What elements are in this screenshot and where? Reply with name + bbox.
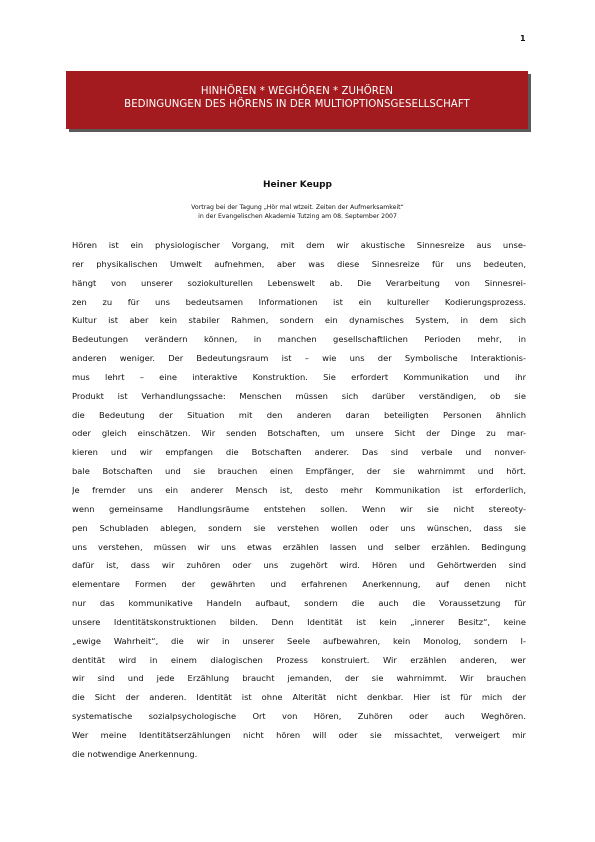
body-line: wir sind und jede Erzählung braucht jemanden, der sie wahrnimmt. Wir brauchen — [72, 673, 526, 684]
body-line: zen zu für uns bedeutsamen Informationen ist ein kultureller Kodierungsprozess. — [72, 296, 526, 307]
body-line: unsere Identitätskonstruktionen bilden. Denn Identität ist kein „innerer Besitz“, keine — [72, 616, 526, 627]
body-line: nur das kommunikative Handeln aufbaut, sondern die auch die Voraussetzung für — [72, 598, 526, 609]
body-line: Wer meine Identitätserzählungen nicht hören will oder sie missachtet, verweigert mir — [72, 729, 526, 740]
body-line: oder gleich einschätzen. Wir senden Botschaften, um unsere Sicht der Dinge zu mar- — [72, 428, 526, 439]
body-line: dentität wird in einem dialogischen Prozess konstruiert. Wir erzählen anderen, wer — [72, 654, 526, 665]
body-line: systematische sozialpsychologische Ort von Hören, Zuhören oder auch Weghören. — [72, 711, 526, 722]
body-line: kieren und wir empfangen die Botschaften anderer. Das sind verbale und nonver- — [72, 447, 526, 458]
body-line: uns verstehen, müssen wir uns etwas erzählen lassen und selber erzählen. Bedingung — [72, 541, 526, 552]
body-line: Je fremder uns ein anderer Mensch ist, desto mehr Kommunikation ist erforderlich, — [72, 484, 526, 495]
body-line: bale Botschaften und sie brauchen einen Empfänger, der sie wahrnimmt und hört. — [72, 466, 526, 477]
body-line: dafür ist, dass wir zuhören oder uns zugehört wird. Hören und Gehörtwerden sind — [72, 560, 526, 571]
body-line: mus lehrt – eine interaktive Konstruktion. Sie erfordert Kommunikation und ihr — [72, 371, 526, 382]
page-number: 1 — [520, 34, 526, 43]
body-line: „ewige Wahrheit“, die wir in unserer Seele aufbewahren, kein Monolog, sondern I- — [72, 635, 526, 646]
body-line: wenn gemeinsame Handlungsräume entstehen sollen. Wenn wir sie nicht stereoty- — [72, 503, 526, 514]
body-line: anderen weniger. Der Bedeutungsraum ist – wie uns der Symbolische Interaktionis- — [72, 353, 526, 364]
body-line: pen Schubladen ablegen, sondern sie verstehen wollen oder uns wünschen, dass sie — [72, 522, 526, 533]
lecture-note — [0, 203, 595, 221]
body-line: die Bedeutung der Situation mit den anderen daran beteiligten Personen ähnlich — [72, 409, 526, 420]
body-line: rer physikalischen Umwelt aufnehmen, aber was diese Sinnesreize für uns bedeuten, — [72, 258, 526, 269]
title-line-2: BEDINGUNGEN DES HÖRENS IN DER MULTIOPTIONSGESELLSCHAFT — [124, 99, 470, 110]
lecture-note-line-2: in der Evangelischen Akademie Tutzing am 08. September 2007 — [198, 213, 397, 220]
body-line: Produkt ist Verhandlungssache: Menschen müssen sich darüber verständigen, ob sie — [72, 390, 526, 401]
body-line: die Sicht der anderen. Identität ist ohne Alterität nicht denkbar. Hier ist für mich der — [72, 692, 526, 703]
body-line: hängt von unserer soziokulturellen Lebenswelt ab. Die Verarbeitung von Sinnesrei- — [72, 277, 526, 288]
body-line: Bedeutungen verändern können, in manchen gesellschaftlichen Perioden mehr, in — [72, 334, 526, 345]
title-line-1: HINHÖREN * WEGHÖREN * ZUHÖREN — [200, 86, 394, 97]
lecture-note-line-1: Vortrag bei der Tagung „Hör mal wtzeit. Zeiten der Aufmerksamkeit“ — [191, 204, 404, 211]
body-line: elementare Formen der gewährten und erfahrenen Anerkennung, auf denen nicht — [72, 579, 526, 590]
body-paragraph — [72, 236, 526, 764]
body-line: Hören ist ein physiologischer Vorgang, mit dem wir akustische Sinnesreize aus unse- — [72, 240, 526, 250]
title-banner — [66, 71, 528, 129]
body-line: die notwendige Anerkennung. — [72, 748, 198, 759]
body-line: Kultur ist aber kein stabiler Rahmen, sondern ein dynamisches System, in dem sich — [72, 315, 526, 326]
author-name: Heiner Keupp — [262, 180, 333, 190]
